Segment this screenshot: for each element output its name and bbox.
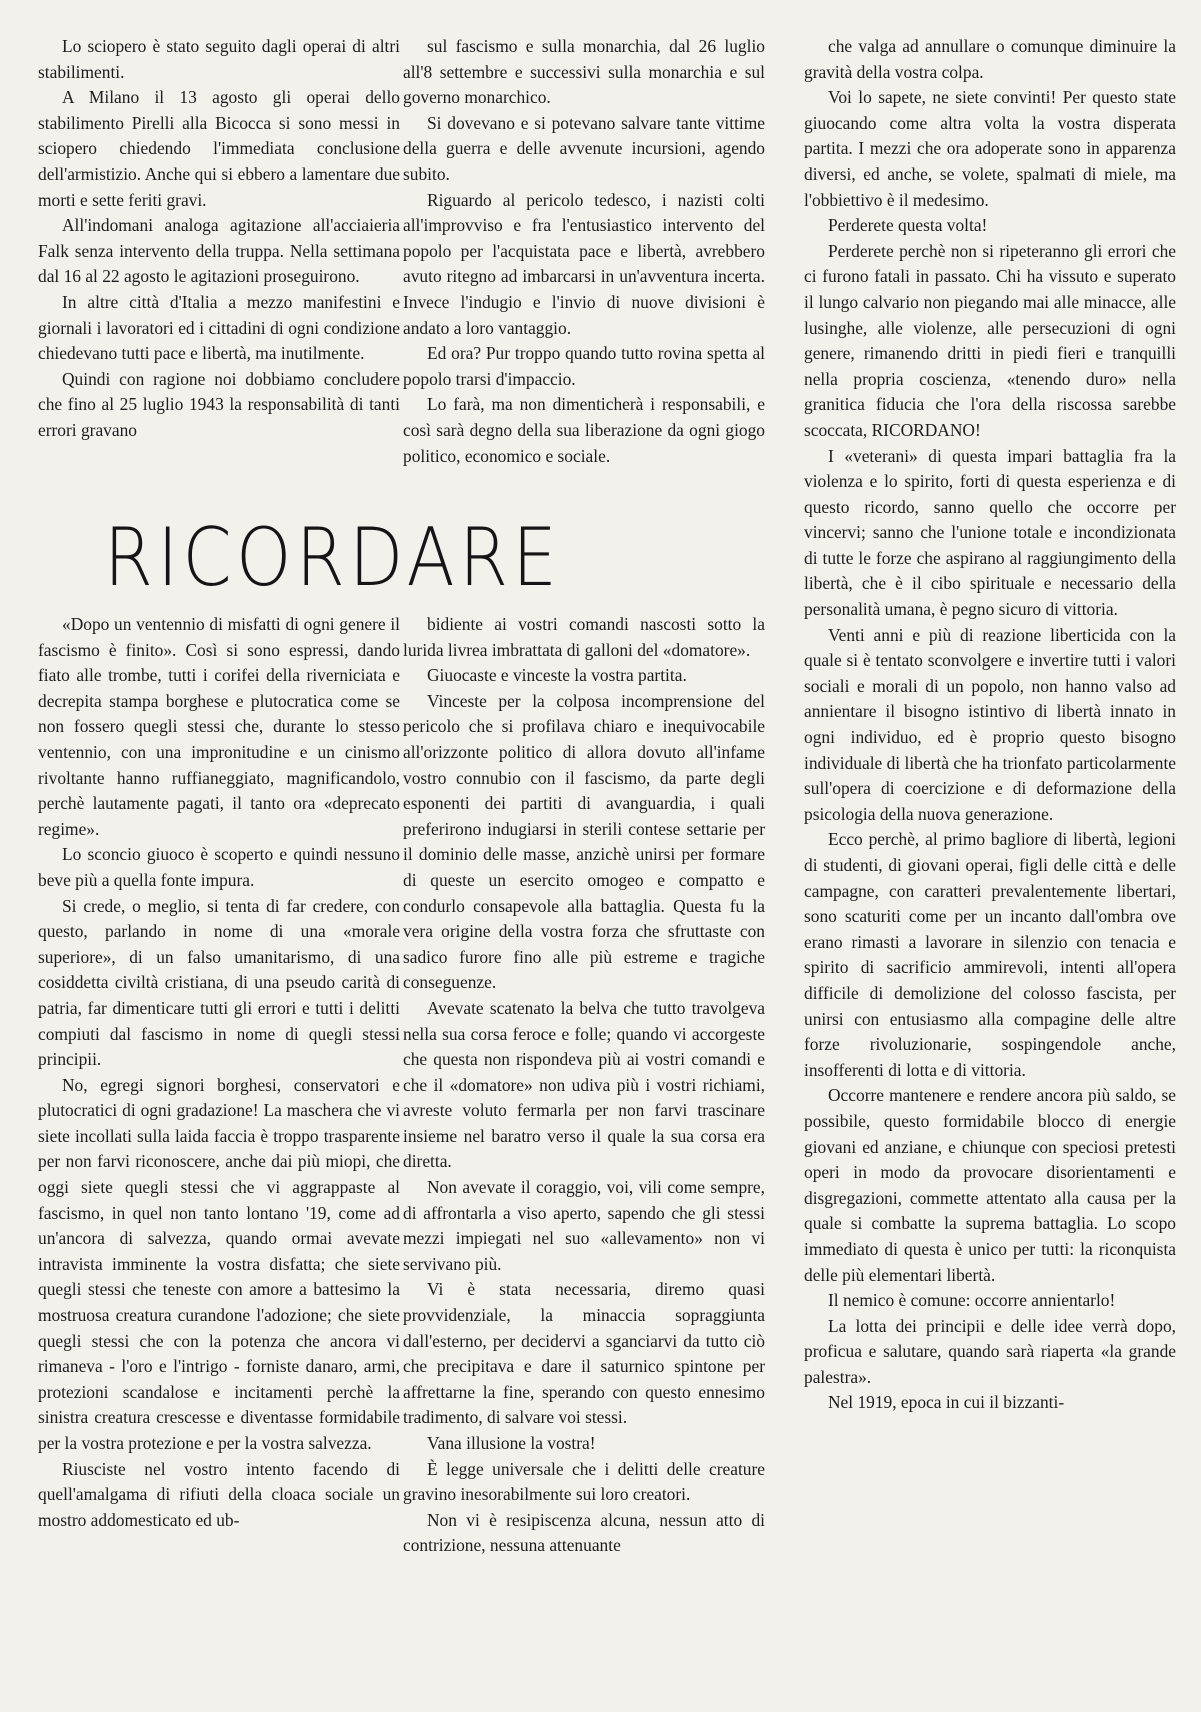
paragraph: Perderete perchè non si ripeteranno gli errori che ci furono fatali in passato. Chi ha vissuto e superato il lungo calvario non piegando mai alle minacce, alle lusinghe, alle violenze, alle persecuzioni di ogni genere, rimanendo dritti in piedi fieri e tranquilli nella propria coscienza, «tenendo duro» nella granitica fiducia che l'ora della riscossa sarebbe scoccata, RICORDANO!	[804, 240, 1176, 440]
paragraph: Nel 1919, epoca in cui il bizzanti-	[828, 1392, 1065, 1413]
paragraph: bidiente ai vostri comandi nascosti sotto la lurida livrea imbrattata di galloni del «domatore».	[403, 614, 765, 660]
paragraph: Perderete questa volta!	[828, 215, 988, 236]
paragraph: Lo farà, ma non dimenticherà i responsabili, e così sarà degno della sua liberazione da ogni giogo politico, economico e sociale.	[403, 394, 765, 466]
paragraph: La lotta dei principii e delle idee verrà dopo, proficua e salutare, quando sarà riaperta «la grande palestra».	[804, 1315, 1176, 1387]
paragraph: No, egregi signori borghesi, conservatori e plutocratici di ogni gradazione! La maschera che vi siete incollati sulla laida faccia è troppo trasparente per non farvi riconoscere, anche dai più miopi, che oggi siete quegli stessi che vi aggrappaste al fascismo, in quel non tanto lontano '19, come ad un'ancora di salvezza, quando ormai avevate intravista imminente la vostra disfatta; che siete quegli stessi che teneste con amore a battesimo la mostruosa creatura curandone l'adozione; che siete quegli stessi che con la potenza che ancora vi rimaneva - l'oro e l'intrigo - forniste danaro, armi, protezioni scandalose e incitamenti perchè la sinistra creatura crescesse e diventasse formidabile per la vostra protezione e per la vostra salvezza.	[38, 1074, 400, 1453]
paragraph: Riusciste nel vostro intento facendo di quell'amalgama di rifiuti della cloaca sociale un mostro addomesticato ed ub-	[38, 1458, 400, 1530]
paragraph: In altre città d'Italia a mezzo manifestini e giornali i lavoratori ed i cittadini di ogni condizione chiedevano tutti pace e libertà, ma inutilmente.	[38, 291, 400, 364]
paragraph: Lo sciopero è stato seguito dagli operai di altri stabilimenti.	[38, 36, 400, 82]
bottom-column-1	[38, 612, 400, 1533]
paragraph: che valga ad annullare o comunque diminuire la gravità della vostra colpa.	[804, 36, 1176, 82]
paragraph: Venti anni e più di reazione liberticida con la quale si è tentato sconvolgere e invertire tutti i valori sociali e morali di un popolo, non hanno valso ad annientare il bisogno istintivo di libertà innato in ogni individuo, ed è proprio questo bisogno individuale di libertà che ha trionfato particolarmente sull'opera di coercizione e di deformazione della psicologia della nuova generazione.	[804, 624, 1176, 824]
paragraph: «Dopo un ventennio di misfatti di ogni genere il fascismo è finito». Così si sono espressi, dando fiato alle trombe, tutti i corifei della riverniciata e decrepita stampa borghese e plutocratica come se non fossero quegli stessi che, durante lo stesso ventennio, con una impronitudine e un cinismo rivoltante hanno ruffianeggiato, magnificandolo, perchè lautamente pagati, il tanto ora «deprecato regime».	[38, 614, 400, 839]
paragraph: A Milano il 13 agosto gli operai dello stabilimento Pirelli alla Bicocca si sono messi in sciopero chiedendo l'immediata conclusione dell'armistizio. Anche qui si ebbero a lamentare due morti e sette feriti gravi.	[38, 87, 400, 210]
paragraph: Vi è stata necessaria, diremo quasi provvidenziale, la minaccia sopraggiunta dall'esterno, per decidervi a sganciarvi da tutto ciò che precipitava e dare il saturnico spintone per affrettarne la fine, sperando con questo ennesimo tradimento, di salvare voi stessi.	[403, 1279, 765, 1428]
paragraph: Non avevate il coraggio, voi, vili come sempre, di affrontarla a viso aperto, sapendo che gli stessi mezzi impiegati nel suo «allevamento» non vi servivano più.	[403, 1177, 765, 1274]
paragraph: Riguardo al pericolo tedesco, i nazisti colti all'improvviso e fra l'entusiastico intervento del popolo per l'acquistata pace e libertà, avrebbero avuto ritegno ad imbarcarsi in un'avventura incerta. Invece l'indugio e l'invio di nuove divisioni è andato a loro vantaggio.	[403, 189, 765, 338]
paragraph: Ecco perchè, al primo bagliore di libertà, legioni di studenti, di giovani operai, figli delle città e delle campagne, con caratteri prevalentemente libertari, sono scaturiti come per un incanto dall'ombra ove erano rimasti a lavorare in silenzio con tenacia e spirito di sacrificio ammirevoli, intenti all'opera difficile di demolizione del colosso fascista, per unirsi con entusiasmo alla compagine delle altre forze rivoluzionarie, sospingendole anche, insofferenti di lotta e di vittoria.	[804, 829, 1176, 1080]
right-column	[804, 34, 1176, 1416]
paragraph: Voi lo sapete, ne siete convinti! Per questo state giuocando come altra volta la vostra disperata partita. I mezzi che ora adoperate sono in apparenza diversi, ed anche, se volete, spalmati di miele, ma l'obbiettivo è il medesimo.	[804, 87, 1176, 210]
paragraph: All'indomani analoga agitazione all'acciaieria Falk senza intervento della truppa. Nella settimana dal 16 al 22 agosto le agitazioni proseguirono.	[38, 215, 400, 287]
paragraph: Il nemico è comune: occorre annientarlo!	[828, 1290, 1116, 1311]
paragraph: Giuocaste e vinceste la vostra partita.	[427, 665, 687, 686]
bottom-column-2	[403, 612, 765, 1559]
paragraph: Avevate scatenato la belva che tutto travolgeva nella sua corsa feroce e folle; quando vi accorgeste che questa non rispondeva più ai vostri comandi e che il «domatore» non udiva più i vostri richiami, avreste voluto fermarla per non farvi trascinare insieme nel baratro verso il quale la sua corsa era diretta.	[403, 997, 765, 1172]
paragraph: sul fascismo e sulla monarchia, dal 26 luglio all'8 settembre e successivi sulla monarchia e sul governo monarchico.	[403, 36, 765, 108]
paragraph: Non vi è resipiscenza alcuna, nessun atto di contrizione, nessuna attenuante	[403, 1509, 765, 1556]
paragraph: Vana illusione la vostra!	[427, 1433, 596, 1453]
paragraph: Quindi con ragione noi dobbiamo concludere che fino al 25 luglio 1943 la responsabilità di tanti errori gravano	[38, 368, 400, 440]
top-column-2	[403, 34, 765, 469]
paragraph: È legge universale che i delitti delle creature gravino inesorabilmente sui loro creatori.	[403, 1458, 765, 1505]
paragraph: Vinceste per la colposa incomprensione del pericolo che si profilava chiaro e inequivocabile all'orizzonte politico di allora dovuto all'infame vostro connubio con il fascismo, da parte degli esponenti dei partiti di avanguardia, i quali preferirono indugiarsi in sterili contese settarie per il dominio delle masse, anzichè unirsi per formare di queste un esercito omogeo e compatto e condurlo consapevole alla battaglia. Questa fu la vera origine della vostra forza che sfruttaste con sadico furore fino alle più estreme e tragiche conseguenze.	[403, 690, 765, 993]
article-title: RICORDARE	[104, 511, 562, 604]
paragraph: Lo sconcio giuoco è scoperto e quindi nessuno beve più a quella fonte impura.	[38, 844, 400, 890]
paragraph: I «veterani» di questa impari battaglia fra la violenza e lo spirito, forti di questa esperienza e di questo ricordo, sanno quello che occorre per vincervi; sanno che l'unione totale e incondizionata di tutte le forze che aspirano al raggiungimento della libertà, che è il cibo spirituale e necessario della personalità umana, è pegno sicuro di vittoria.	[804, 445, 1176, 620]
paragraph: Ed ora? Pur troppo quando tutto rovina spetta al popolo trarsi d'impaccio.	[403, 343, 765, 389]
paragraph: Si dovevano e si potevano salvare tante vittime della guerra e delle avvenute incursioni, agendo subito.	[403, 112, 765, 184]
paragraph: Si crede, o meglio, si tenta di far credere, con questo, parlando in nome di una «morale superiore», di un falso umanitarismo, di una cosiddetta civiltà cristiana, di una pseudo carità di patria, far dimenticare tutti gli errori e tutti i delitti compiuti dal fascismo in nome di quegli stessi principii.	[38, 895, 400, 1070]
top-column-1	[38, 34, 400, 444]
paragraph: Occorre mantenere e rendere ancora più saldo, se possibile, questo formidabile blocco di energie giovani ed anziane, e chiunque con speciosi pretesti operi in modo da provocare disorientamenti e disgregazioni, commette attentato alla causa per la quale si combatte la suprema battaglia. Lo scopo immediato di questa è unico per tutti: la riconquista delle più elementari libertà.	[804, 1085, 1176, 1285]
